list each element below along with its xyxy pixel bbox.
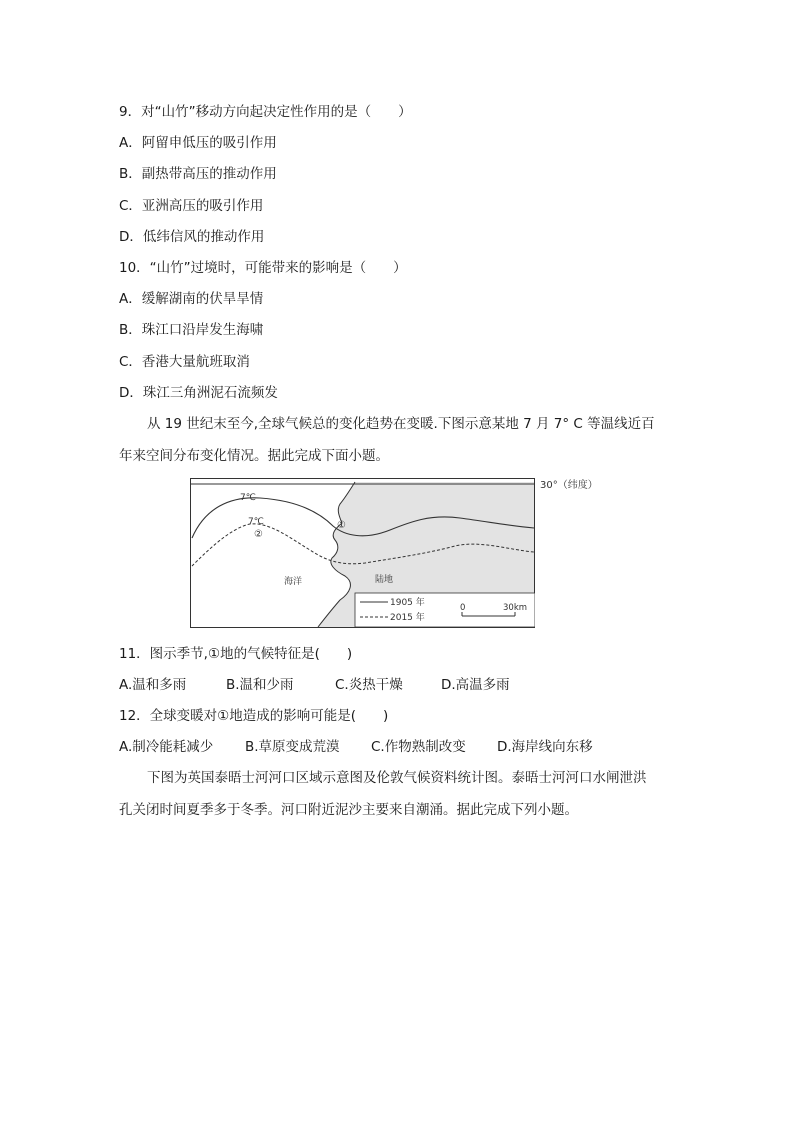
q10-option-a: A．缓解湖南的伏旱旱情 — [119, 291, 264, 307]
ocean-label: 海洋 — [284, 577, 303, 587]
legend-2015: 2015 年 — [390, 613, 425, 623]
point-2-label: ② — [254, 529, 263, 540]
scale-zero: 0 — [460, 603, 466, 613]
legend-1905: 1905 年 — [390, 598, 425, 608]
q12-option-c: C.作物熟制改变 — [371, 739, 466, 755]
q10-option-b: B．珠江口沿岸发生海啸 — [119, 322, 264, 338]
q11-option-c: C.炎热干燥 — [335, 677, 403, 693]
q11-option-d: D.高温多雨 — [441, 677, 510, 693]
intro1-line2: 年来空间分布变化情况。据此完成下面小题。 — [119, 448, 389, 464]
q12-stem: 12．全球变暖对①地造成的影响可能是( ) — [119, 708, 389, 724]
q10-stem: 10．“山竹”过境时，可能带来的影响是（ ） — [119, 260, 407, 276]
scale-km: 30km — [503, 603, 528, 613]
q9-stem: 9．对“山竹”移动方向起决定性作用的是（ ） — [119, 104, 412, 120]
q9-option-d: D．低纬信风的推动作用 — [119, 229, 265, 245]
q12-options — [119, 738, 639, 756]
point-1-label: ① — [337, 520, 346, 531]
q11-stem: 11．图示季节,①地的气候特征是( ) — [119, 646, 353, 662]
intro2-line2: 孔关闭时间夏季多于冬季。河口附近泥沙主要来自潮涌。据此完成下列小题。 — [119, 802, 578, 818]
isotherm-label-2015: 7℃ — [248, 517, 264, 527]
latitude-label: 30°（纬度） — [540, 480, 598, 491]
q9-option-b: B．副热带高压的推动作用 — [119, 166, 277, 182]
q11-options — [119, 676, 639, 694]
isotherm-label-1905: 7℃ — [240, 493, 256, 503]
intro1-line1: 从 19 世纪末至今,全球气候总的变化趋势在变暖.下图示意某地 7 月 7° C 等温线近百 — [147, 416, 655, 432]
q11-option-b: B.温和少雨 — [226, 677, 294, 693]
land-label: 陆地 — [375, 575, 394, 585]
q9-option-c: C．亚洲高压的吸引作用 — [119, 198, 264, 214]
intro2-line1: 下图为英国泰晤士河河口区域示意图及伦敦气候资料统计图。泰晤士河河口水闸泄洪 — [147, 770, 647, 786]
q12-option-b: B.草原变成荒漠 — [245, 739, 340, 755]
q10-option-d: D．珠江三角洲泥石流频发 — [119, 385, 278, 401]
q12-option-d: D.海岸线向东移 — [497, 739, 593, 755]
q12-option-a: A.制冷能耗减少 — [119, 739, 214, 755]
q10-option-c: C．香港大量航班取消 — [119, 354, 250, 370]
q11-option-a: A.温和多雨 — [119, 677, 187, 693]
q9-option-a: A．阿留申低压的吸引作用 — [119, 135, 277, 151]
isotherm-map-figure — [190, 478, 535, 628]
